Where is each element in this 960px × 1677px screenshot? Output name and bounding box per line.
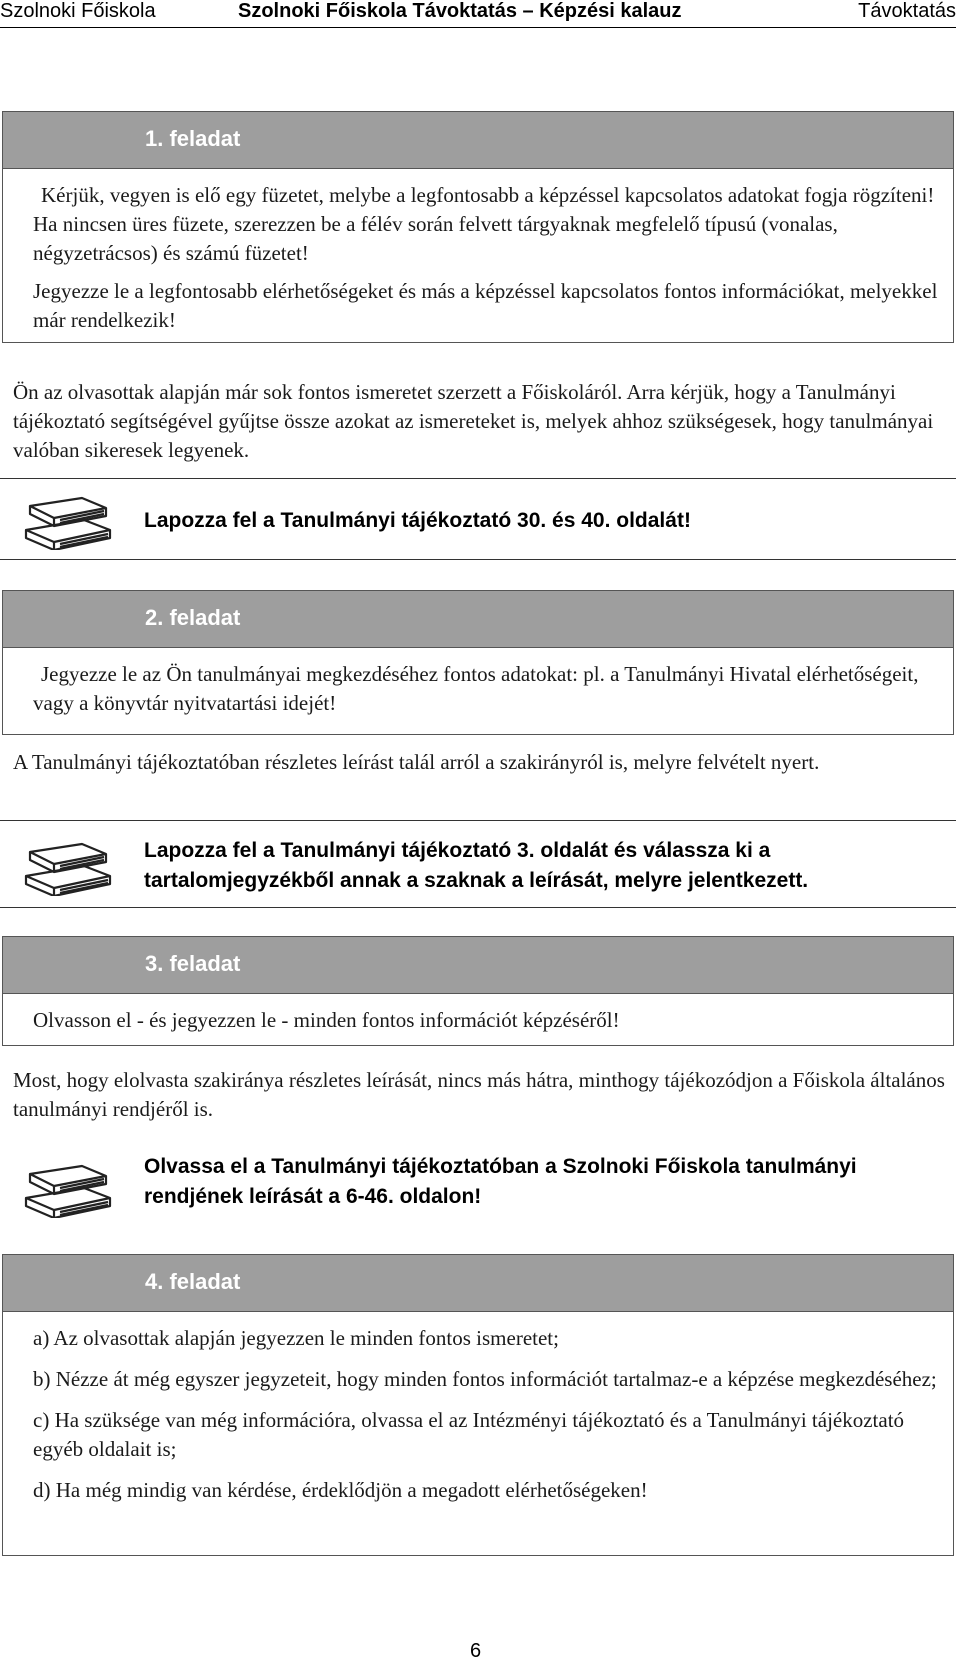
task-title-2: 2. feladat <box>145 605 241 630</box>
task-box-2 <box>2 590 954 735</box>
task-4-item-b: b) Nézze át még egyszer jegyzeteit, hogy minden fontos információt tartalmaz-e a képzése megkezdéséhez; <box>33 1367 937 1391</box>
task-box-1 <box>2 111 954 343</box>
task-header-4 <box>3 1255 953 1312</box>
intro-paragraph-3: Most, hogy elolvasta szakiránya részletes leírását, nincs más hátra, minthogy tájékozódjon a Főiskola általános tanulmányi rendjéről is. <box>13 1068 945 1121</box>
callout-top-rule-1 <box>0 478 956 479</box>
book-stack-icon <box>20 490 118 550</box>
task-3-paragraph-1: Olvasson el - és jegyezzen le - minden fontos információt képzéséről! <box>33 1008 620 1032</box>
task-body-2 <box>3 648 953 718</box>
page-number: 6 <box>470 1640 482 1662</box>
callout-text-2: Lapozza fel a Tanulmányi tájékoztató 3. oldalát és válassza ki a tartalomjegyzékből annak a szaknak a leírását, melyre jelentkezett. <box>144 839 809 892</box>
task-title-4: 4. feladat <box>145 1269 241 1294</box>
task-2-paragraph-1: Jegyezze le az Ön tanulmányai megkezdéséhez fontos adatokat: pl. a Tanulmányi Hivatal elérhetőségeit, vagy a könyvtár nyitvatartási idejét! <box>33 662 919 715</box>
task-header-3 <box>3 937 953 994</box>
header-title: Szolnoki Főiskola Távoktatás – Képzési kalauz <box>238 0 682 22</box>
callout-top-rule-2 <box>0 820 956 821</box>
task-1-paragraph-1: Kérjük, vegyen is elő egy füzetet, melybe a legfontosabb a képzéssel kapcsolatos adatokat fogja rögzíteni! Ha nincsen üres füzete, szerezzen be a félév során felvett tárgyaknak megfelelő típusú (vonalas, négyzetrácsos) és számú füzetet! <box>33 183 935 265</box>
book-stack-icon <box>20 836 118 896</box>
running-header <box>0 0 956 27</box>
task-body-1 <box>3 169 953 335</box>
task-1-paragraph-2: Jegyezze le a legfontosabb elérhetőségeket és más a képzéssel kapcsolatos fontos információkat, melyekkel már rendelkezik! <box>33 279 938 332</box>
task-4-item-d: d) Ha még mindig van kérdése, érdeklődjön a megadott elérhetőségeken! <box>33 1478 648 1502</box>
task-box-3 <box>2 936 954 1046</box>
task-header-2 <box>3 591 953 648</box>
header-section: Távoktatás <box>858 0 956 22</box>
task-4-item-a: a) Az olvasottak alapján jegyezzen le minden fontos ismeretet; <box>33 1326 559 1350</box>
callout-text-1: Lapozza fel a Tanulmányi tájékoztató 30. és 40. oldalát! <box>144 509 691 532</box>
task-body-4 <box>3 1312 953 1505</box>
callout-text-3: Olvassa el a Tanulmányi tájékoztatóban a Szolnoki Főiskola tanulmányi rendjének leírását a 6-46. oldalon! <box>144 1155 857 1208</box>
task-title-1: 1. feladat <box>145 126 241 151</box>
task-body-3 <box>3 994 953 1035</box>
callout-bottom-rule-2 <box>0 907 956 908</box>
task-box-4 <box>2 1254 954 1556</box>
header-institution: Szolnoki Főiskola <box>0 0 156 22</box>
header-divider <box>0 27 956 28</box>
task-4-item-c: c) Ha szüksége van még információra, olvassa el az Intézményi tájékoztató és a Tanulmányi tájékoztató egyéb oldalait is; <box>33 1408 905 1461</box>
callout-bottom-rule-1 <box>0 559 956 560</box>
task-header-1 <box>3 112 953 169</box>
intro-paragraph-1: Ön az olvasottak alapján már sok fontos ismeretet szerzett a Főiskoláról. Arra kérjük, hogy a Tanulmányi tájékoztató segítségével gyűjtse össze azokat az ismereteket is, melyek ahhoz szükségesek, hogy tanulmányai valóban sikeresek legyenek. <box>13 380 934 462</box>
intro-paragraph-2: A Tanulmányi tájékoztatóban részletes leírást talál arról a szakirányról is, melyre felvételt nyert. <box>13 750 820 774</box>
task-title-3: 3. feladat <box>145 951 241 976</box>
book-stack-icon <box>20 1158 118 1218</box>
